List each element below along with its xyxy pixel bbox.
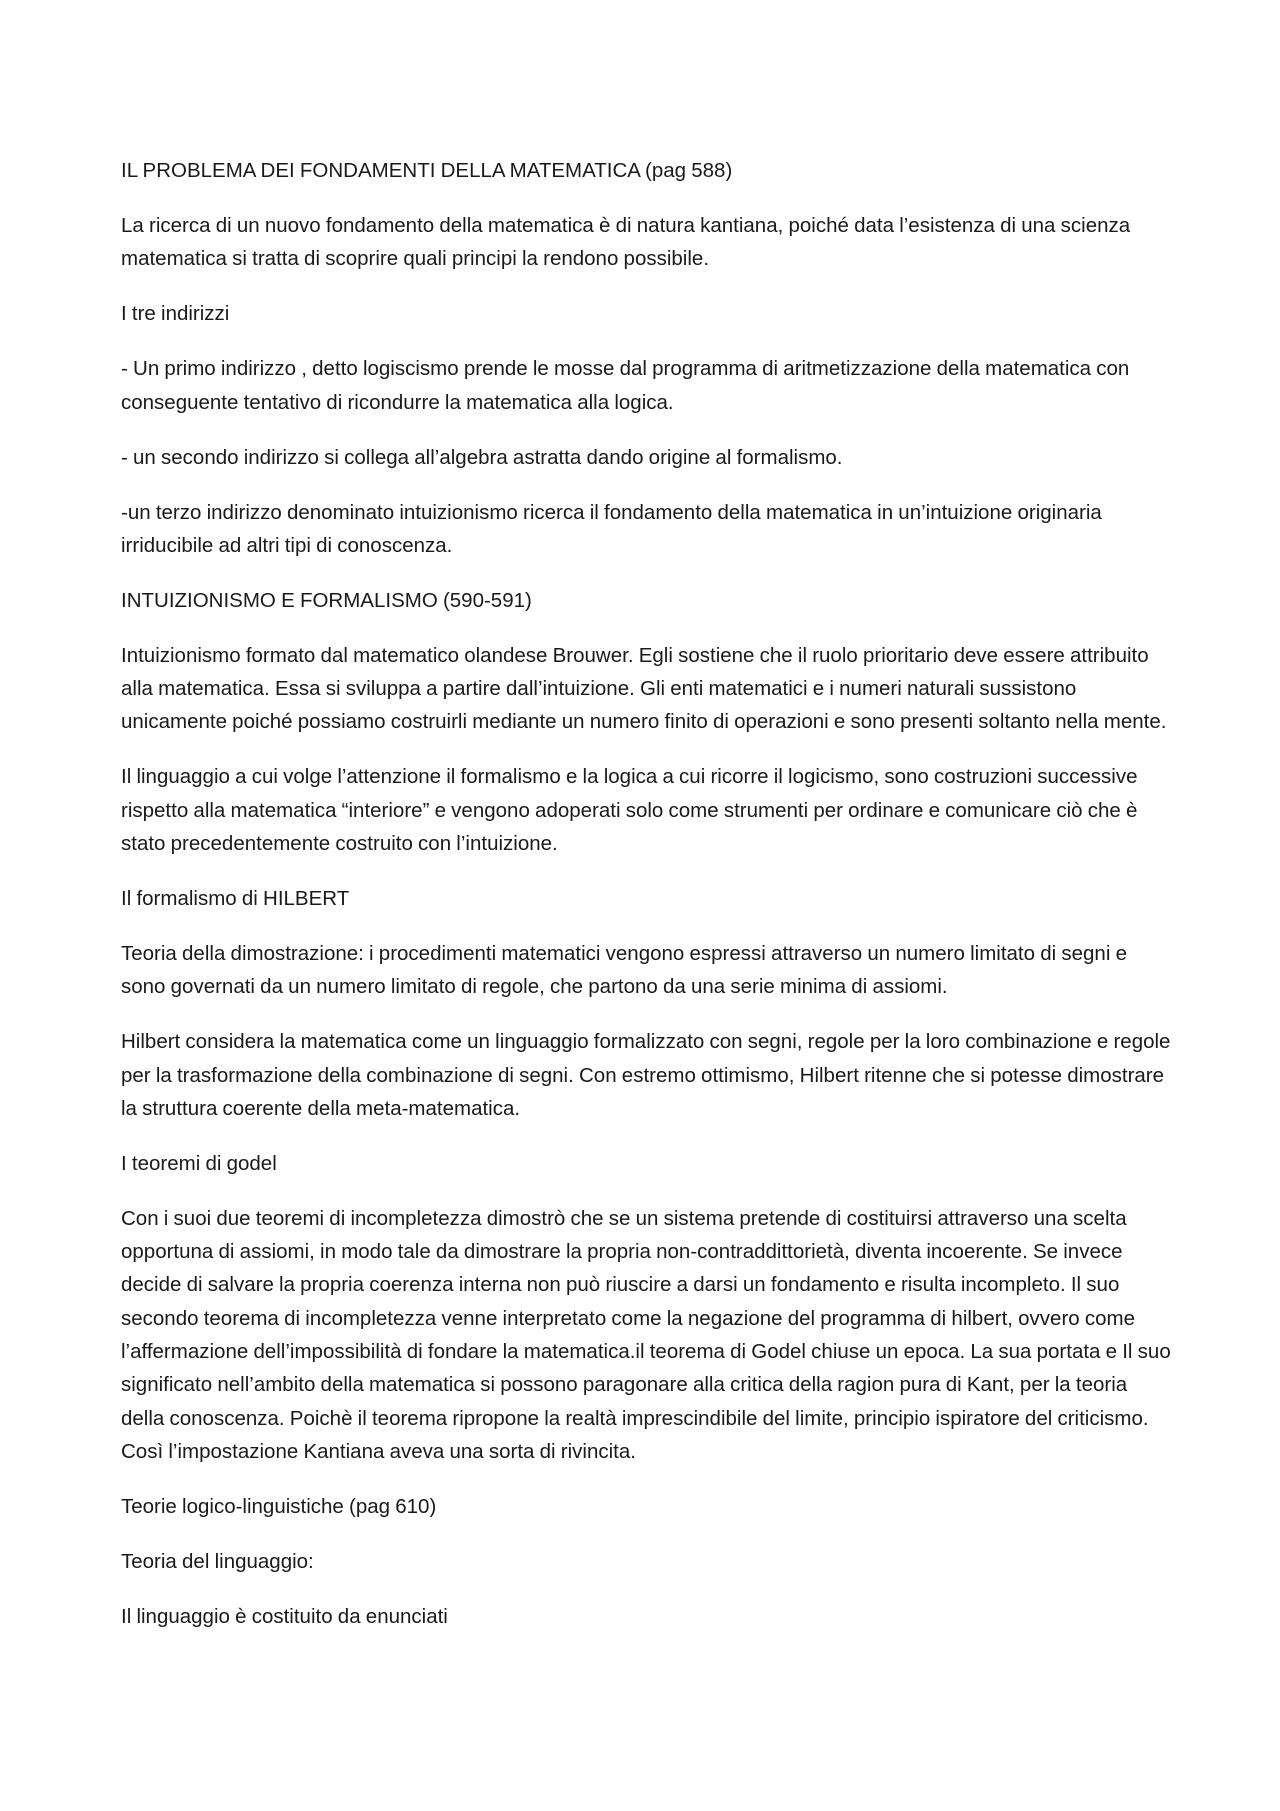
heading-teorie-logico-linguistiche: Teorie logico-linguistiche (pag 610) xyxy=(121,1494,437,1518)
heading-formalismo-hilbert: Il formalismo di HILBERT xyxy=(121,886,350,910)
paragraph-teoria-dimostrazione: Teoria della dimostrazione: i procedimenti matematici vengono espressi attraverso un numero limitato di segni e sono governati da un numero limitato di regole, che partono da una serie minima di assiomi. xyxy=(121,941,1127,999)
paragraph-hilbert-linguaggio: Hilbert considera la matematica come un linguaggio formalizzato con segni, regole per la loro combinazione e regole per la trasformazione della combinazione di segni. Con estremo ottimismo, Hilbert ritenne che si potesse dimostrare la struttura coerente della meta-matematica. xyxy=(121,1030,1171,1120)
document-body xyxy=(121,154,1171,1655)
heading-fondamenti: IL PROBLEMA DEI FONDAMENTI DELLA MATEMATICA (pag 588) xyxy=(121,159,733,182)
paragraph-enunciati: Il linguaggio è costituito da enunciati xyxy=(121,1604,448,1628)
list-item-logicismo: - Un primo indirizzo , detto logiscismo prende le mosse dal programma di aritmetizzazione della matematica con conseguente tentativo di ricondurre la matematica alla logica. xyxy=(121,357,1130,414)
heading-teoremi-godel: I teoremi di godel xyxy=(121,1151,277,1175)
paragraph-brouwer: Intuizionismo formato dal matematico olandese Brouwer. Egli sostiene che il ruolo prioritario deve essere attribuito alla matematica. Essa si sviluppa a partire dall’intuizione. Gli enti matematici e i numeri naturali sussistono unicamente poiché possiamo costruirli mediante un numero finito di operazioni e sono presenti soltanto nella mente. xyxy=(121,643,1167,734)
paragraph-linguaggio-logica: Il linguaggio a cui volge l’attenzione il formalismo e la logica a cui ricorre il logicismo, sono costruzioni successive rispetto alla matematica “interiore” e vengono adoperati solo come strumenti per ordinare e comunicare ciò che è stato precedentemente costruito con l’intuizione. xyxy=(121,765,1138,855)
heading-teoria-linguaggio: Teoria del linguaggio: xyxy=(121,1549,314,1573)
paragraph-ricerca-fondamento: La ricerca di un nuovo fondamento della matematica è di natura kantiana, poiché data l’esistenza di una scienza matematica si tratta di scoprire quali principi la rendono possibile. xyxy=(121,213,1131,271)
list-item-formalismo: - un secondo indirizzo si collega all’algebra astratta dando origine al formalismo. xyxy=(121,445,843,469)
heading-tre-indirizzi: I tre indirizzi xyxy=(121,302,230,326)
heading-intuizionismo-formalismo: INTUIZIONISMO E FORMALISMO (590-591) xyxy=(121,588,532,612)
paragraph-incompletezza: Con i suoi due teoremi di incompletezza dimostrò che se un sistema pretende di costituirsi attraverso una scelta opportuna di assiomi, in modo tale da dimostrare la propria non-contraddittorietà, diventa incoerente. Se invece decide di salvare la propria coerenza interna non può riuscire a darsi un fondamento e risulta incompleto. Il suo secondo teorema di incompletezza venne interpretato come la negazione del programma di hilbert, ovvero come l’affermazione dell’impossibilità di fondare la matematica.il teorema di Godel chiuse un epoca. La sua portata e Il suo significato nell’ambito della matematica si possono paragonare alla critica della ragion pura di Kant, per la teoria della conoscenza. Poichè il teorema ripropone la realtà imprescindibile del limite, principio ispiratore del criticismo. Così l’impostazione Kantiana aveva una sorta di rivincita. xyxy=(121,1206,1171,1463)
list-item-intuizionismo: -un terzo indirizzo denominato intuizionismo ricerca il fondamento della matematica in un’intuizione originaria irriducibile ad altri tipi di conoscenza. xyxy=(121,500,1102,557)
